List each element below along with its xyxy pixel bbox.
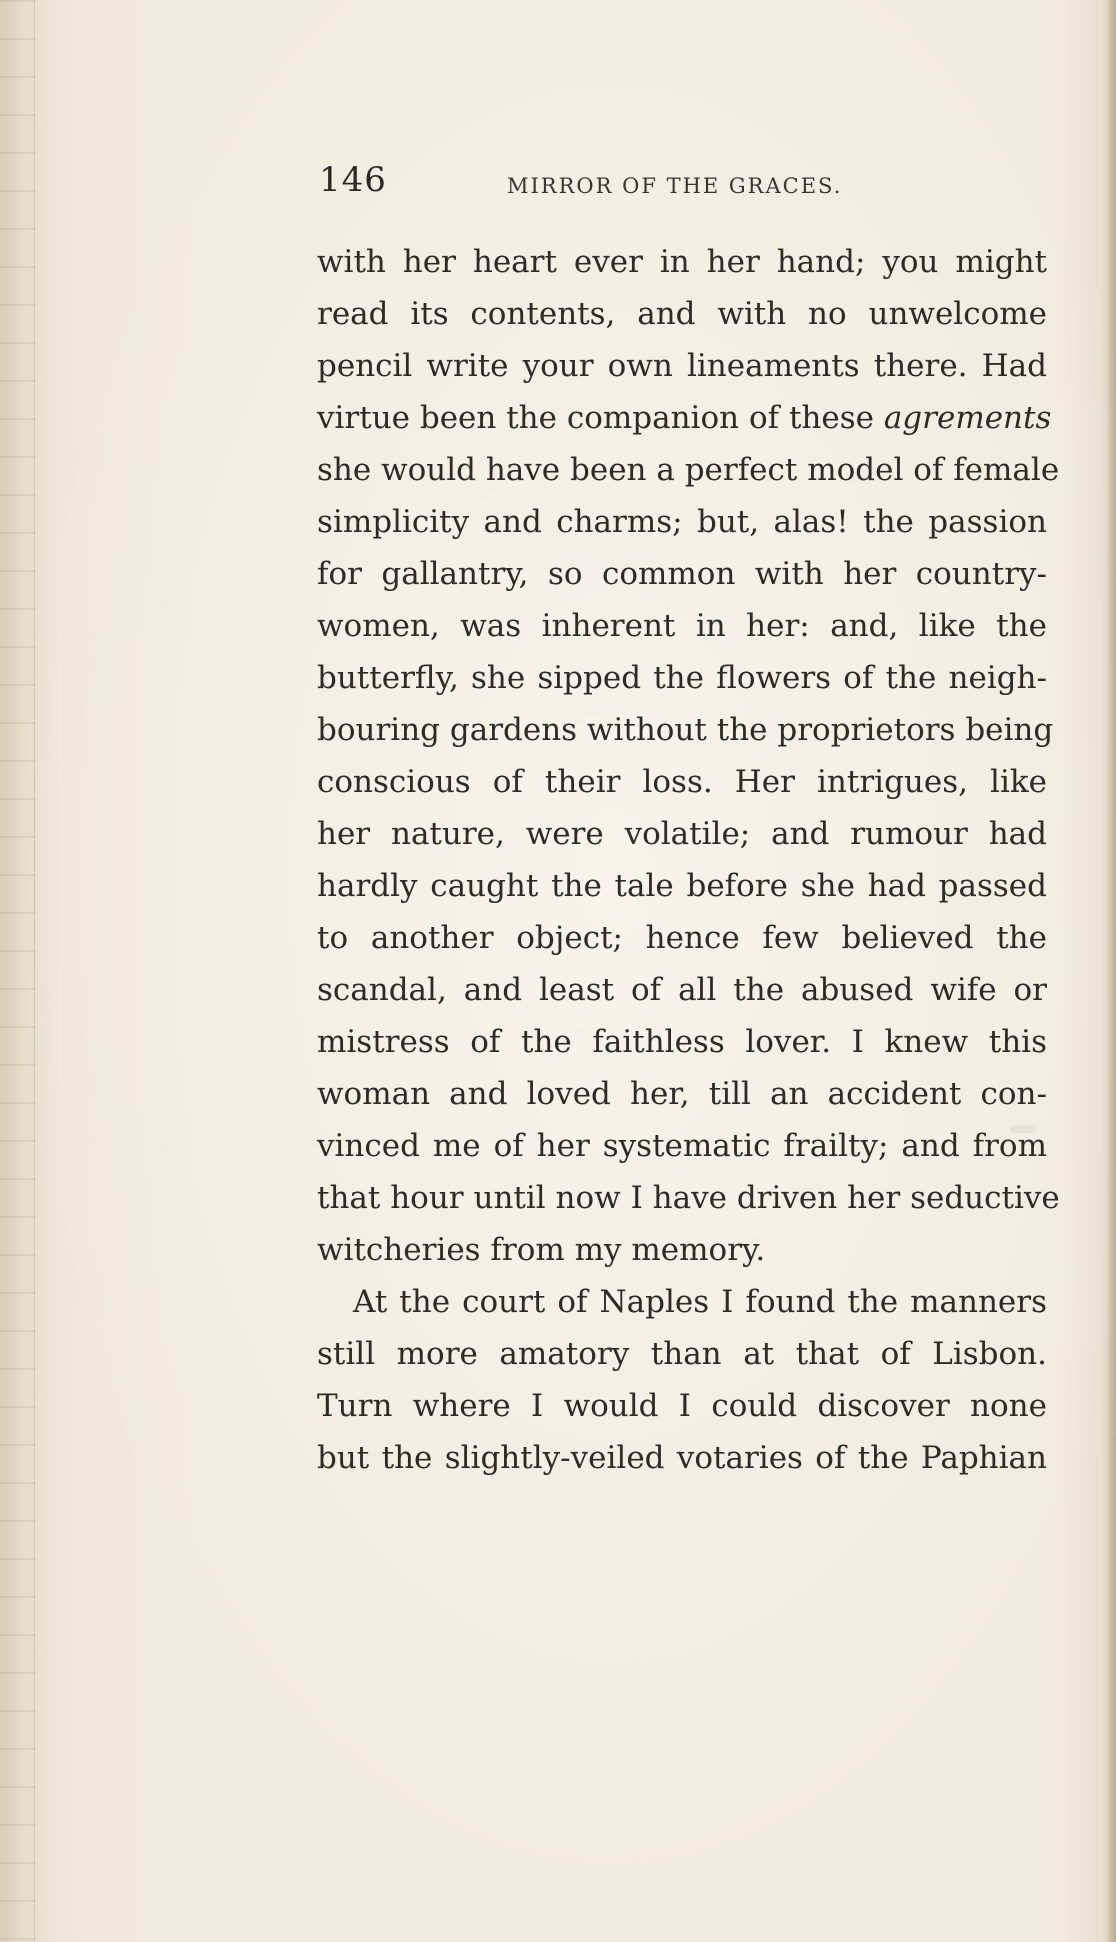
body-text — [317, 236, 1060, 1484]
text-line: with her heart ever in her hand; you might — [317, 244, 1047, 280]
text-line: Turn where I would I could discover none — [317, 1388, 1047, 1424]
text-line: read its contents, and with no unwelcome — [317, 296, 1047, 332]
text-line: her nature, were volatile; and rumour had — [317, 816, 1047, 852]
text-line: scandal, and least of all the abused wife or — [317, 972, 1047, 1008]
text-line: conscious of their loss. Her intrigues, like — [317, 764, 1047, 800]
text-line: women, was inherent in her: and, like the — [317, 608, 1047, 644]
text-line: still more amatory than at that of Lisbon. — [317, 1336, 1047, 1372]
running-title: MIRROR OF THE GRACES. — [507, 174, 843, 198]
paragraph-start-line: At the court of Naples I found the manners — [353, 1284, 1047, 1320]
text-line — [317, 392, 1052, 444]
page-number: 146 — [319, 160, 387, 200]
text-span: virtue been the companion of these — [317, 400, 884, 436]
text-line: for gallantry, so common with her country- — [317, 556, 1047, 592]
running-head — [319, 160, 919, 210]
text-line: mistress of the faithless lover. I knew this — [317, 1024, 1047, 1060]
binding-gutter — [0, 0, 35, 1942]
text-line: simplicity and charms; but, alas! the passion — [317, 504, 1047, 540]
text-line: she would have been a perfect model of female — [317, 452, 1060, 488]
text-line: hardly caught the tale before she had passed — [317, 868, 1047, 904]
page-edge-shadow — [1106, 0, 1116, 1942]
text-line: to another object; hence few believed the — [317, 920, 1047, 956]
italic-word: agrements — [883, 400, 1052, 436]
text-line: butterfly, she sipped the flowers of the neigh- — [317, 660, 1047, 696]
paragraph-end-line: witcheries from my memory. — [317, 1232, 766, 1268]
text-line: vinced me of her systematic frailty; and from — [317, 1128, 1047, 1164]
text-line: bouring gardens without the proprietors being — [317, 712, 1054, 748]
text-line: woman and loved her, till an accident con- — [317, 1076, 1047, 1112]
text-line: but the slightly-veiled votaries of the Paphian — [317, 1440, 1047, 1476]
text-line: that hour until now I have driven her seductive — [317, 1180, 1060, 1216]
text-line: pencil write your own lineaments there. Had — [317, 348, 1047, 384]
page-smudge — [1010, 1125, 1036, 1133]
